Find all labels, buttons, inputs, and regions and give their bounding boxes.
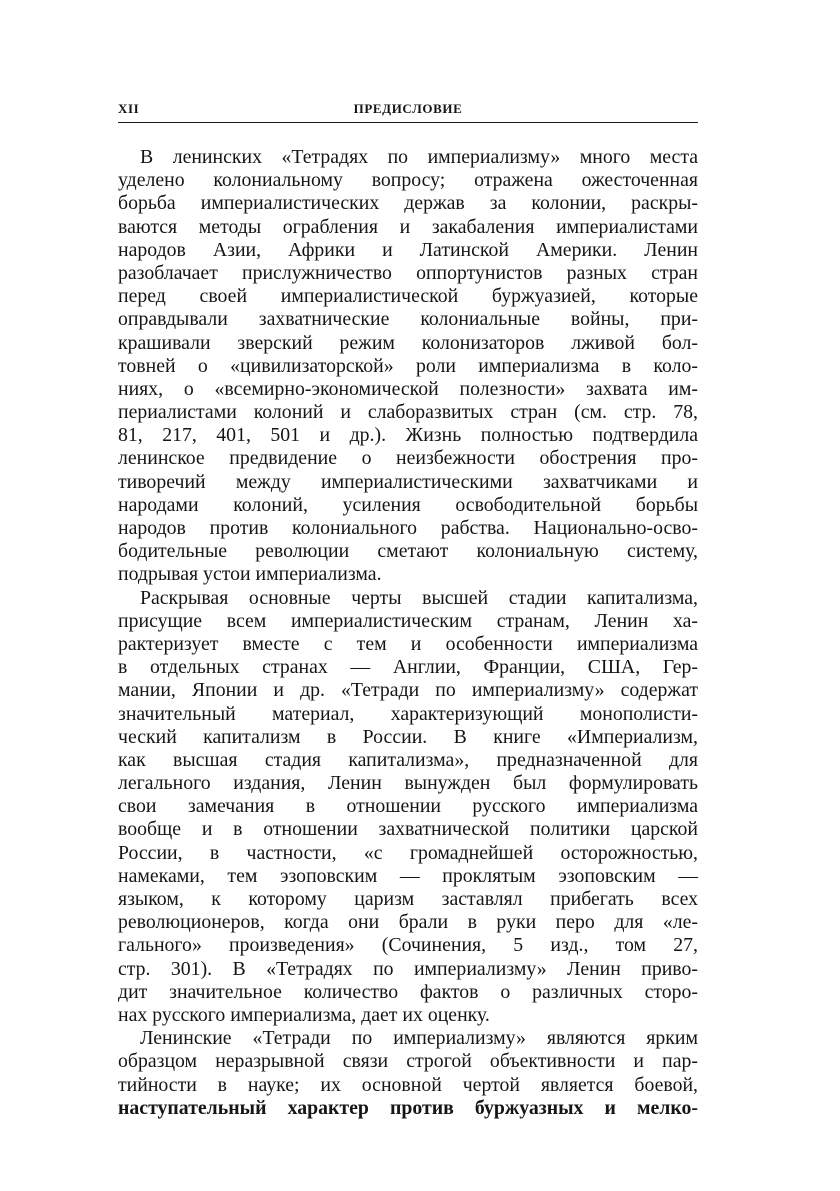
text-line: перед своей империалистической буржуазией, которые [118, 285, 698, 308]
text-line: как высшая стадия капитализма», предназначенной для [118, 748, 698, 771]
text-line: ниях, о «всемирно-экономической полезности» захвата им- [118, 377, 698, 400]
text-line: тиворечий между империалистическими захватчиками и [118, 470, 698, 493]
text-line: тийности в науке; их основной чертой является боевой, [118, 1073, 698, 1096]
text-line: наступательный характер против буржуазных и мелко- [118, 1096, 698, 1119]
text-line: Раскрывая основные черты высшей стадии капитализма, [140, 586, 698, 609]
text-line: свои замечания в отношении русского империализма [118, 795, 698, 818]
text-line: народов против колониального рабства. Национально-осво- [118, 517, 698, 539]
page-number: XII [118, 101, 140, 116]
text-line: рактеризует вместе с тем и особенности империализма [118, 632, 698, 655]
body-text [118, 146, 698, 1120]
text-line: Ленинские «Тетради по империализму» являются ярким [140, 1027, 698, 1050]
text-line: уделено колониальному вопросу; отражена ожесточенная [118, 169, 698, 192]
text-line: В ленинских «Тетрадях по империализму» много места [140, 146, 698, 168]
text-line: гального» произведения» (Сочинения, 5 изд., том 27, [118, 934, 698, 957]
text-line: народов Азии, Африки и Латинской Америки. Ленин [118, 238, 698, 261]
text-line: значительный материал, характеризующий монополисти- [118, 702, 698, 725]
text-line: России, в частности, «с громаднейшей осторожностью, [118, 841, 698, 864]
text-line: образцом неразрывной связи строгой объективности и пар- [118, 1050, 698, 1073]
text-line: революционеров, когда они брали в руки перо для «ле- [118, 911, 698, 934]
text-line: подрывая устои империализма. [118, 563, 382, 586]
text-line: ваются методы ограбления и закабаления империалистами [118, 215, 698, 238]
text-line: народами колоний, усиления освободительной борьбы [118, 493, 698, 516]
text-line: языком, к которому царизм заставлял прибегать всех [118, 888, 698, 910]
text-line: периалистами колоний и слаборазвитых стран (см. стр. 78, [118, 401, 698, 424]
paragraph-partisanship [118, 1027, 698, 1120]
running-head-title: ПРЕДИСЛОВИЕ [353, 101, 463, 116]
text-line: в отдельных странах — Англии, Франции, США, Гер- [118, 656, 698, 679]
text-line: мании, Японии и др. «Тетради по империализму» содержат [118, 679, 698, 702]
paragraph-russian-imperialism [118, 587, 698, 1028]
text-line: борьба империалистических держав за колонии, раскры- [118, 192, 698, 215]
text-line: ческий капитализм в России. В книге «Империализм, [118, 725, 698, 748]
text-line: стр. 301). В «Тетрадях по империализму» Ленин приво- [118, 957, 698, 980]
text-line: нах русского империализма, дает их оценку. [118, 1003, 490, 1026]
running-head [118, 96, 698, 123]
text-line: ленинское предвидение о неизбежности обострения про- [118, 447, 698, 470]
text-line: крашивали зверский режим колонизаторов лживой бол- [118, 331, 698, 354]
text-line: присущие всем империалистическим странам, Ленин ха- [118, 609, 698, 632]
text-line: разоблачает прислужничество оппортунистов разных стран [118, 261, 698, 284]
text-line: оправдывали захватнические колониальные войны, при- [118, 308, 698, 331]
text-line: бодительные революции сметают колониальную систему, [118, 540, 698, 563]
text-line: намеками, тем эзоповским — проклятым эзоповским — [118, 864, 698, 887]
text-line: легального издания, Ленин вынужден был формулировать [118, 772, 698, 795]
text-line: товней о «цивилизаторской» роли империализма в коло- [118, 354, 698, 377]
text-line: вообще и в отношении захватнической политики царской [118, 818, 698, 841]
text-line: дит значительное количество фактов о различных сторо- [118, 980, 698, 1003]
paragraph-colonial-question [118, 146, 698, 587]
text-line: 81, 217, 401, 501 и др.). Жизнь полностью подтвердила [118, 424, 698, 447]
